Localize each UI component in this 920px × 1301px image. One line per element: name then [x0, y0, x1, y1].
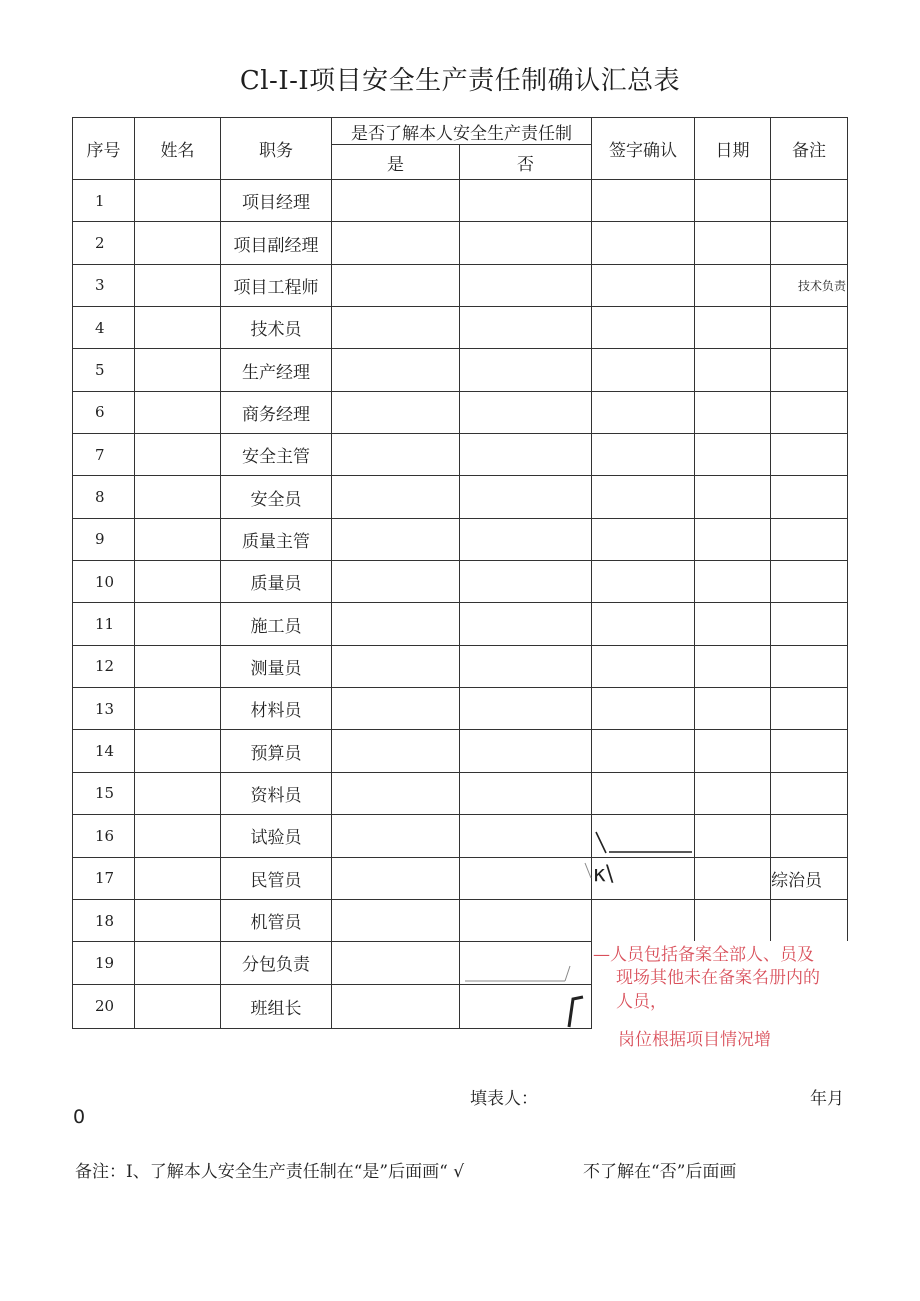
red-note-line-3: 人员，	[616, 992, 667, 1012]
row-number: 3	[73, 264, 135, 306]
header-question: 是否了解本人安全生产责任制	[332, 118, 592, 145]
position-cell: 分包负责	[221, 942, 332, 984]
remark-cell: 技术负责	[771, 264, 848, 306]
remark-cell: 综治员	[771, 857, 848, 899]
row-number: 7	[73, 434, 135, 476]
red-note-line-2: 现场其他未在备案名册内的	[616, 968, 820, 988]
position-cell: 安全员	[221, 476, 332, 518]
position-cell: 项目工程师	[221, 264, 332, 306]
position-cell: 项目经理	[221, 180, 332, 222]
row-number: 11	[73, 603, 135, 645]
note-tick-stroke	[565, 966, 570, 981]
row-number: 1	[73, 180, 135, 222]
position-cell: 项目副经理	[221, 222, 332, 264]
red-note-line-4: 岗位根据项目情况增	[618, 1030, 771, 1050]
row-number: 14	[73, 730, 135, 772]
position-cell: 民管员	[221, 857, 332, 899]
row-number: 16	[73, 815, 135, 857]
row-number: 6	[73, 391, 135, 433]
row-number: 19	[73, 942, 135, 984]
bracket-stroke	[569, 997, 583, 1027]
position-cell: 班组长	[221, 984, 332, 1028]
zero-mark: 0	[73, 1106, 86, 1128]
faint-stroke	[585, 863, 591, 878]
year-month-label: 年月	[810, 1089, 844, 1109]
row-number: 9	[73, 518, 135, 560]
position-cell: 商务经理	[221, 391, 332, 433]
position-cell: 生产经理	[221, 349, 332, 391]
header-yes: 是	[332, 145, 460, 180]
row-number: 10	[73, 561, 135, 603]
page-title: Cl-I-I项目安全生产责任制确认汇总表	[239, 66, 681, 96]
row-number: 18	[73, 899, 135, 941]
header-seq: 序号	[73, 118, 135, 180]
position-cell: 测量员	[221, 645, 332, 687]
footnote-right: 不了解在“否”后面画	[583, 1162, 737, 1182]
position-cell: 试验员	[221, 815, 332, 857]
row-number: 12	[73, 645, 135, 687]
row-number: 2	[73, 222, 135, 264]
row-number: 8	[73, 476, 135, 518]
footnote-left: 备注：I、了解本人安全生产责任制在“是”后面画“ √	[75, 1162, 465, 1182]
position-cell: 预算员	[221, 730, 332, 772]
row-number: 4	[73, 307, 135, 349]
position-cell: 施工员	[221, 603, 332, 645]
header-sign: 签字确认	[592, 118, 695, 180]
position-cell: 资料员	[221, 772, 332, 814]
slash-stroke	[596, 832, 606, 853]
position-cell: 质量主管	[221, 518, 332, 560]
row-number: 5	[73, 349, 135, 391]
position-cell: 质量员	[221, 561, 332, 603]
position-cell: 安全主管	[221, 434, 332, 476]
row-number: 13	[73, 688, 135, 730]
row-number: 20	[73, 984, 135, 1028]
position-cell: 材料员	[221, 688, 332, 730]
row-number: 15	[73, 772, 135, 814]
header-position: 职务	[221, 118, 332, 180]
filler-label: 填表人：	[470, 1089, 538, 1109]
position-cell: 技术员	[221, 307, 332, 349]
header-name: 姓名	[135, 118, 221, 180]
sign-mark-row-17: κ\	[593, 862, 614, 887]
row-number: 17	[73, 857, 135, 899]
header-no: 否	[460, 145, 592, 180]
position-cell: 机管员	[221, 899, 332, 941]
header-remark: 备注	[771, 118, 848, 180]
red-note-line-1: —人员包括备案全部人、员及	[593, 945, 814, 965]
header-date: 日期	[695, 118, 771, 180]
